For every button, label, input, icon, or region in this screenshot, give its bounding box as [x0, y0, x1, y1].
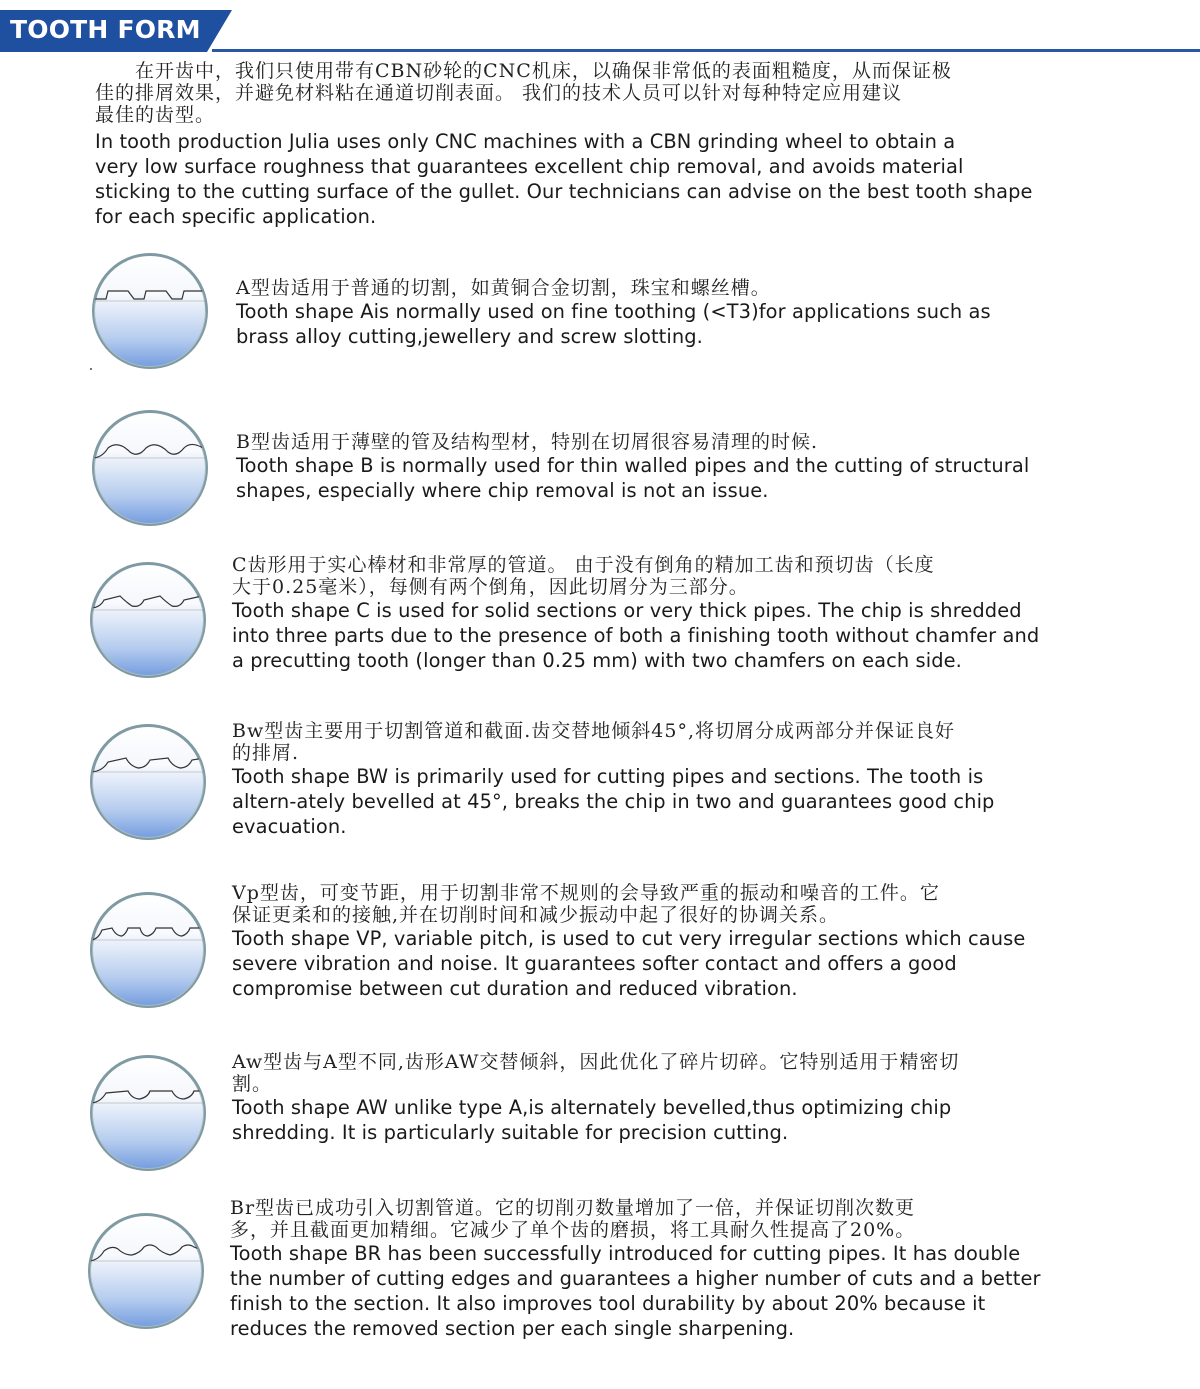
tooth-shape-c-zh: C齿形用于实心棒材和非常厚的管道。 由于没有倒角的精加工齿和预切齿（长度 大于0.25毫米），每侧有两个倒角，因此切屑分为三部分。	[232, 554, 935, 598]
tooth-shape-vp-text	[232, 882, 1132, 1001]
tooth-shape-vp-icon-graphic	[86, 888, 210, 1012]
tooth-shape-a-text	[236, 277, 1136, 349]
tooth-shape-c-icon	[86, 558, 210, 682]
tooth-shape-aw-en: Tooth shape AW unlike type A,is alternately bevelled,thus optimizing chip shredding. It is particularly suitable for precision cutting.	[232, 1096, 952, 1144]
tooth-shape-bw-icon	[86, 720, 210, 844]
tooth-shape-b-icon-graphic	[88, 406, 212, 530]
tooth-shape-b-en: Tooth shape B is normally used for thin walled pipes and the cutting of structural shapes, especially where chip removal is not an issue.	[236, 454, 1030, 502]
tooth-shape-vp-en: Tooth shape VP, variable pitch, is used to cut very irregular sections which cause severe vibration and noise. It guarantees softer contact and offers a good compromise between cut duration and reduced vibration.	[232, 927, 1026, 1000]
tooth-shape-vp-zh: Vp型齿，可变节距，用于切割非常不规则的会导致严重的振动和噪音的工件。它 保证更柔和的接触,并在切削时间和减少振动中起了很好的协调关系。	[232, 882, 940, 926]
intro-block	[95, 60, 1125, 229]
tooth-shape-b-text	[236, 431, 1136, 503]
tooth-shape-aw-icon-graphic	[86, 1051, 210, 1175]
tooth-shape-c-text	[232, 554, 1132, 673]
tooth-shape-br-icon	[84, 1209, 208, 1333]
tooth-shape-br-zh: Br型齿已成功引入切割管道。它的切削刃数量增加了一倍，并保证切削次数更 多，并且截面更加精细。它减少了单个齿的磨损，将工具耐久性提高了20%。	[230, 1197, 916, 1241]
tooth-shape-aw-zh: Aw型齿与A型不同,齿形AW交替倾斜，因此优化了碎片切碎。它特别适用于精密切 割。	[232, 1051, 960, 1095]
tooth-shape-bw-zh: Bw型齿主要用于切割管道和截面.齿交替地倾斜45°,将切屑分成两部分并保证良好 的排屑.	[232, 720, 955, 764]
tooth-shape-a-en: Tooth shape Ais normally used on fine toothing (<T3)for applications such as brass alloy cutting,jewellery and screw slotting.	[236, 300, 991, 348]
intro-text-en: In tooth production Julia uses only CNC machines with a CBN grinding wheel to obtain a very low surface roughness that guarantees excellent chip removal, and avoids material sticking to the cutting surface of the gullet. Our technicians can advise on the best tooth shape for each specific application.	[95, 130, 1033, 228]
page-title: TOOTH FORM	[10, 15, 201, 44]
tooth-shape-b-zh: B型齿适用于薄壁的管及结构型材，特别在切屑很容易清理的时候.	[236, 431, 819, 453]
tooth-shape-aw-icon	[86, 1051, 210, 1175]
tooth-shape-vp-icon	[86, 888, 210, 1012]
tooth-shape-a-icon	[88, 249, 212, 373]
tooth-shape-bw-text	[232, 720, 1132, 839]
tooth-shape-br-text	[230, 1197, 1130, 1341]
tooth-shape-br-en: Tooth shape BR has been successfully introduced for cutting pipes. It has double the number of cutting edges and guarantees a higher number of cuts and a better finish to the section. It also improves tool durability by about 20% because it reduces the removed section per each single sharpening.	[230, 1242, 1041, 1340]
tooth-shape-c-en: Tooth shape C is used for solid sections or very thick pipes. The chip is shredded into three parts due to the presence of both a finishing tooth without chamfer and a precutting tooth (longer than 0.25 mm) with two chamfers on each side.	[232, 599, 1040, 672]
header-divider	[212, 49, 1200, 52]
tooth-shape-a-zh: A型齿适用于普通的切割，如黄铜合金切割，珠宝和螺丝槽。	[236, 277, 771, 299]
tooth-shape-a-icon-graphic	[88, 249, 212, 373]
tooth-shape-bw-en: Tooth shape BW is primarily used for cutting pipes and sections. The tooth is altern-ately bevelled at 45°, breaks the chip in two and guarantees good chip evacuation.	[232, 765, 995, 838]
tooth-shape-bw-icon-graphic	[86, 720, 210, 844]
tooth-shape-br-icon-graphic	[84, 1209, 208, 1333]
intro-text-zh: 在开齿中，我们只使用带有CBN砂轮的CNC机床，以确保非常低的表面粗糙度，从而保证极 佳的排屑效果，并避免材料粘在通道切削表面。 我们的技术人员可以针对每种特定应用建议 最佳的齿型。	[95, 60, 952, 126]
tooth-shape-aw-text	[232, 1051, 1132, 1145]
tooth-shape-c-icon-graphic	[86, 558, 210, 682]
tooth-shape-b-icon	[88, 406, 212, 530]
